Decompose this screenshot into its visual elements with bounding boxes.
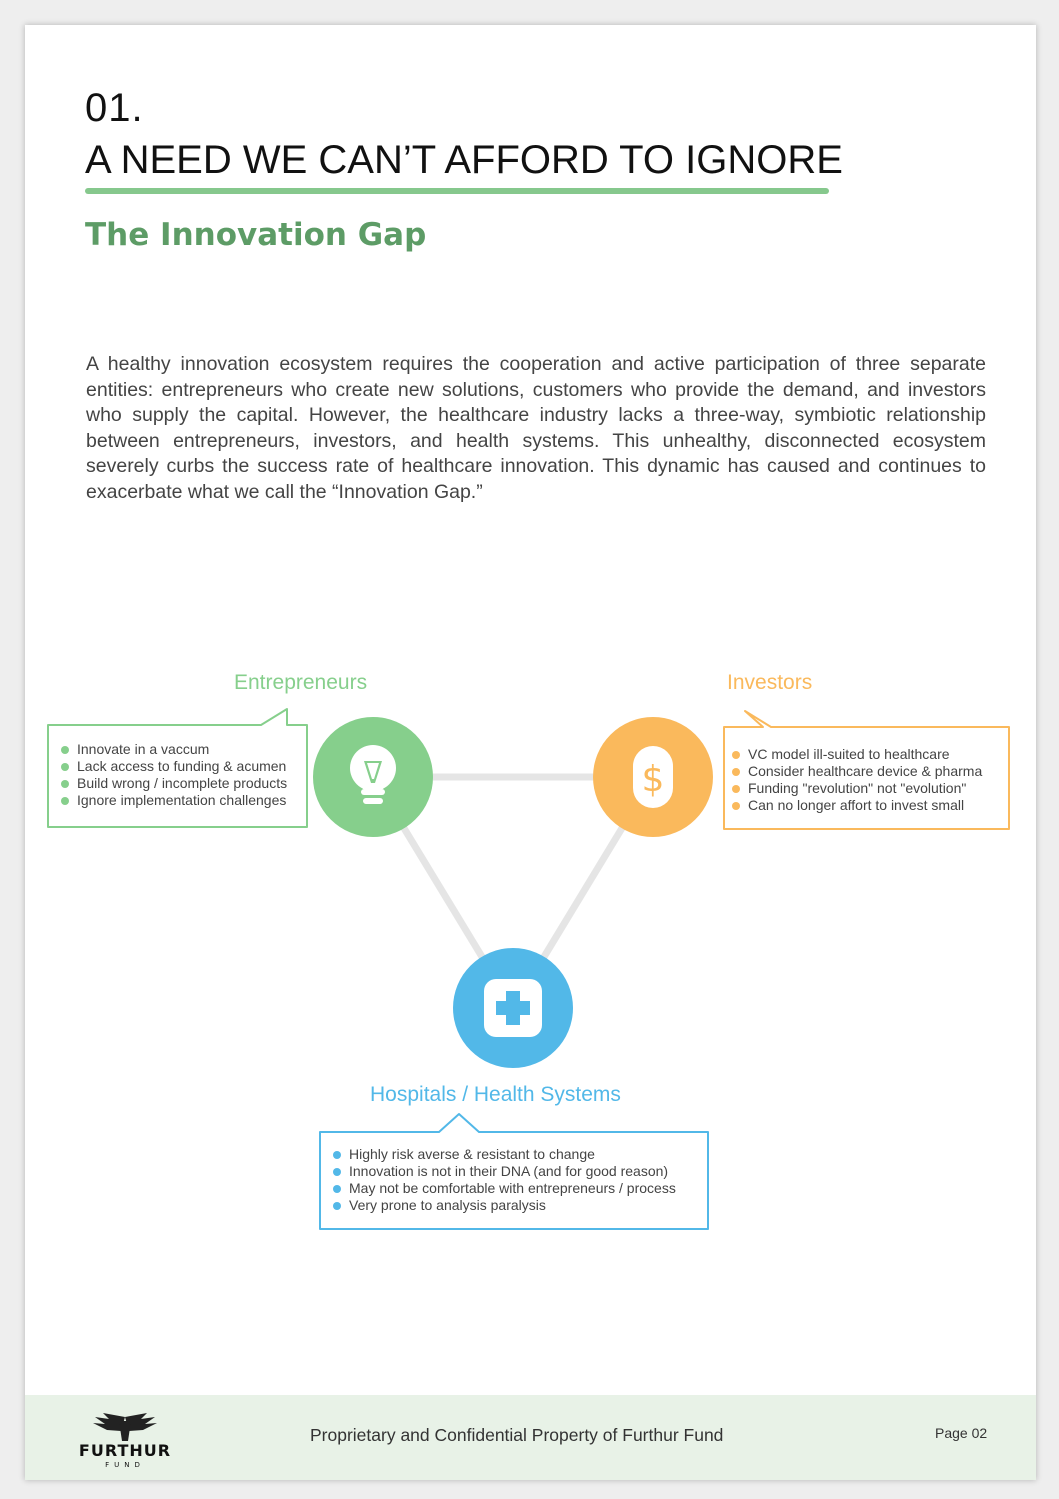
page-number: Page 02 — [935, 1425, 988, 1441]
list-item: Very prone to analysis paralysis — [333, 1197, 676, 1214]
list-item: Highly risk averse & resistant to change — [333, 1146, 676, 1163]
list-item: Ignore implementation challenges — [61, 792, 287, 809]
intro-paragraph: A healthy innovation ecosystem requires the cooperation and active participation of three separate entities: entrepreneurs who create new solutions, customers who provide the demand, and investors who supply the capital. However, the healthcare industry lacks a three-way, symbiotic relationship between entrepreneurs, investors, and health systems. This unhealthy, disconnected ecosystem severely curbs the success rate of healthcare innovation. This dynamic has caused and continues to exacerbate what we call the “Innovation Gap.” — [86, 353, 986, 503]
furthur-fund-logo — [65, 1409, 185, 1471]
entrepreneurs-label: Entrepreneurs — [234, 671, 368, 694]
entrepreneurs-points — [61, 741, 287, 809]
list-item: Build wrong / incomplete products — [61, 775, 287, 792]
list-item: Consider healthcare device & pharma — [732, 763, 982, 780]
document-page — [25, 25, 1036, 1480]
list-item: May not be comfortable with entrepreneurs / process — [333, 1180, 676, 1197]
dollar-icon — [633, 746, 673, 808]
winged-emblem-icon — [65, 1409, 185, 1471]
ecosystem-diagram — [25, 25, 1036, 1405]
investors-label: Investors — [727, 671, 813, 694]
investors-points — [732, 746, 982, 814]
list-item: Innovation is not in their DNA (and for good reason) — [333, 1163, 676, 1180]
list-item: Lack access to funding & acumen — [61, 758, 287, 775]
section-title: A NEED WE CAN’T AFFORD TO IGNORE — [85, 138, 843, 182]
list-item: Innovate in a vaccum — [61, 741, 287, 758]
hospitals-node — [453, 948, 573, 1068]
logo-subtext: FUND — [105, 1461, 145, 1469]
section-number: 01. — [85, 86, 144, 130]
confidentiality-notice: Proprietary and Confidential Property of Furthur Fund — [310, 1425, 724, 1445]
logo-text: FURTHUR — [78, 1441, 172, 1460]
subtitle: The Innovation Gap — [85, 217, 427, 253]
list-item: Funding "revolution" not "evolution" — [732, 780, 982, 797]
list-item: Can no longer affort to invest small — [732, 797, 982, 814]
hospitals-points — [333, 1146, 676, 1214]
entrepreneurs-node — [313, 717, 433, 837]
medical-cross-icon — [484, 979, 542, 1037]
svg-text:$: $ — [641, 759, 665, 800]
page-footer — [25, 1395, 1036, 1480]
hospitals-label: Hospitals / Health Systems — [370, 1083, 621, 1106]
investors-node — [593, 717, 713, 837]
list-item: VC model ill-suited to healthcare — [732, 746, 982, 763]
